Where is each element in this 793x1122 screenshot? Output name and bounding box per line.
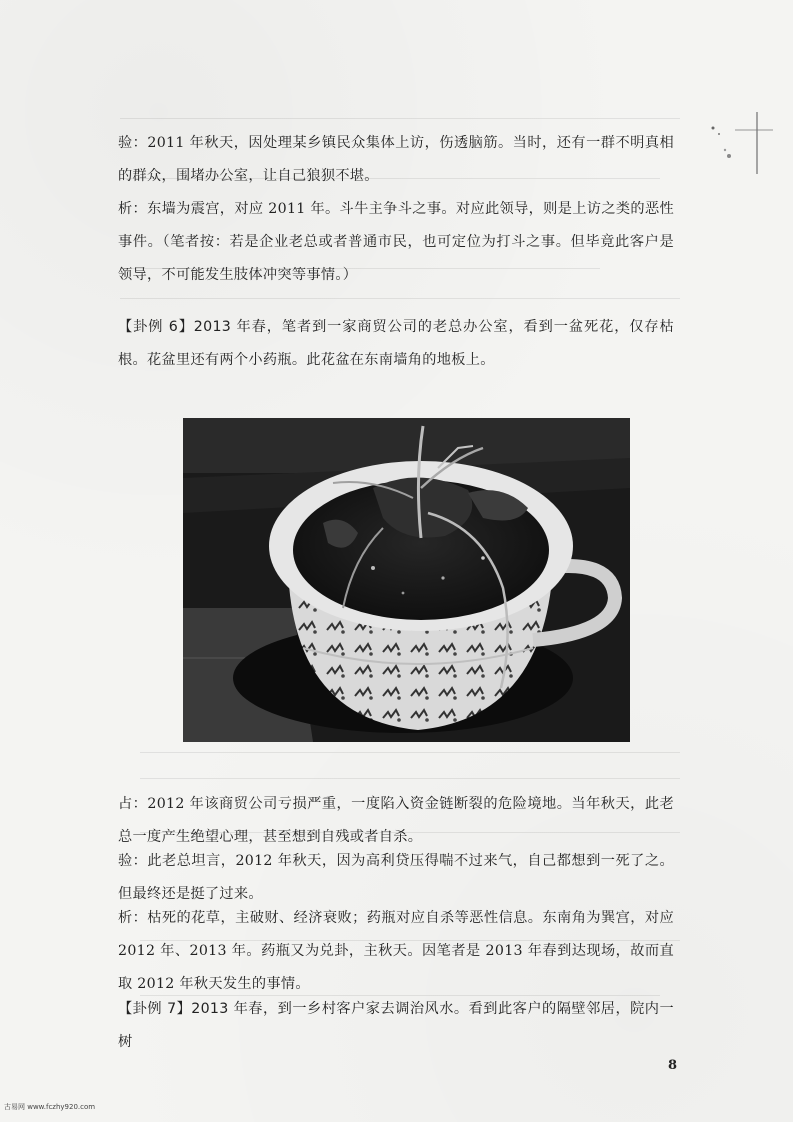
page-number: 8 <box>668 1058 678 1073</box>
bleed-through-line <box>140 778 680 779</box>
dead-plant-photo <box>183 418 630 742</box>
paragraph-analysis-dead-plant: 析：枯死的花草，主破财、经济衰败；药瓶对应自杀等恶性信息。东南角为巽宫，对应 2012 年、2013 年。药瓶又为兑卦，主秋天。因笔者是 2013 年春到达现场，故而直取 2012 年秋天发生的事情。 <box>118 910 674 992</box>
scan-speck-icon <box>705 108 775 178</box>
bleed-through-line <box>120 118 680 119</box>
footer-watermark: 古易网 www.fczhy920.com <box>4 1103 96 1111</box>
paragraph-case-7: 【卦例 7】2013 年春，到一乡村客户家去调治风水。看到此客户的隔壁邻居，院内一树 <box>118 1001 674 1050</box>
paragraph-analysis-east-wall: 析：东墙为震宫，对应 2011 年。斗牛主争斗之事。对应此领导，则是上访之类的恶性事件。（笔者按：若是企业老总或者普通市民，也可定位为打斗之事。但毕竟此客户是领导，不可能发生肢体冲突等事情。） <box>118 201 674 283</box>
potted-dead-plant-icon <box>183 418 630 742</box>
paragraph-case-6: 【卦例 6】2013 年春，笔者到一家商贸公司的老总办公室，看到一盆死花，仅存枯根。花盆里还有两个小药瓶。此花盆在东南墙角的地板上。 <box>118 319 674 368</box>
paragraph-verification-2012: 验：此老总坦言，2012 年秋天，因为高利贷压得喘不过来气，自己都想到一死了之。但最终还是挺了过来。 <box>118 853 674 902</box>
bleed-through-line <box>140 752 680 753</box>
paragraph-divination-2012: 占：2012 年该商贸公司亏损严重，一度陷入资金链断裂的危险境地。当年秋天，此老总一度产生绝望心理，甚至想到自残或者自杀。 <box>118 796 674 845</box>
paragraph-verification-2011: 验：2011 年秋天，因处理某乡镇民众集体上访，伤透脑筋。当时，还有一群不明真相的群众，围堵办公室，让自己狼狈不堪。 <box>118 135 674 184</box>
bleed-through-line <box>120 298 680 299</box>
